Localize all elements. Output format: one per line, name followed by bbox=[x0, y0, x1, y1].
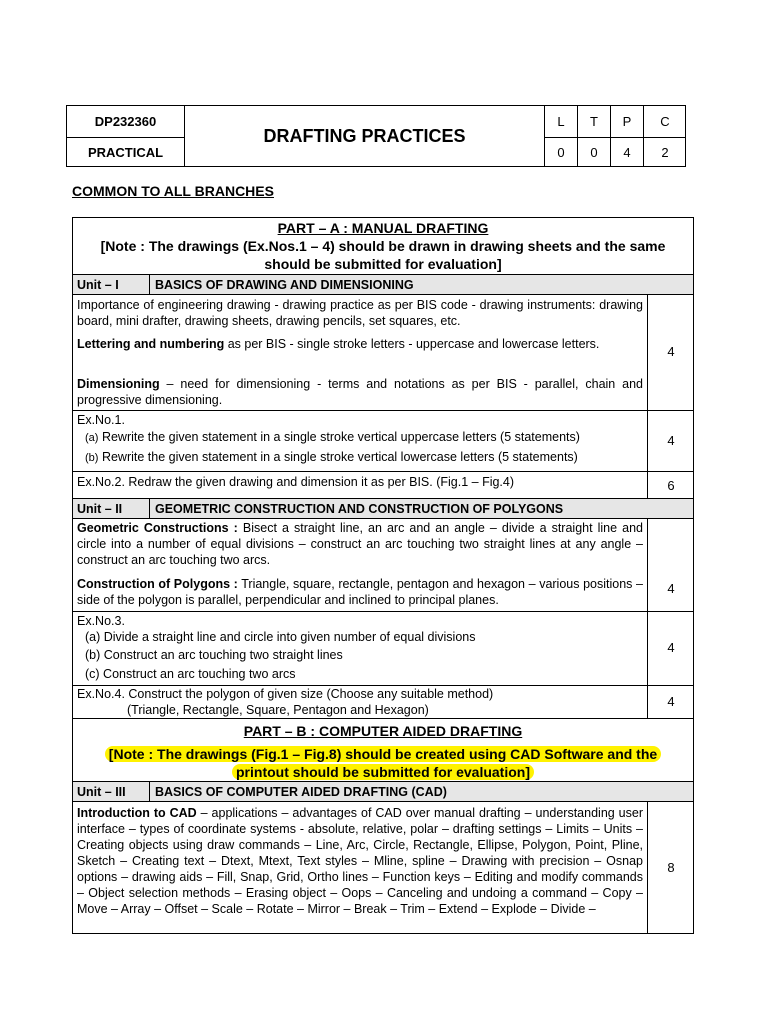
ex1-hours: 4 bbox=[667, 433, 675, 448]
unit-3-label: Unit – III bbox=[77, 785, 126, 799]
part-b-note bbox=[73, 745, 693, 781]
ex3-hours: 4 bbox=[667, 640, 675, 655]
ex2-hours: 6 bbox=[667, 478, 675, 493]
ltpc-label-t: T bbox=[590, 114, 598, 129]
ex1-b: (b) Rewrite the given statement in a single stroke vertical lowercase letters (5 statements) bbox=[85, 450, 578, 464]
ex3-title: Ex.No.3. bbox=[77, 614, 125, 628]
ex3-b: (b) Construct an arc touching two straight lines bbox=[85, 648, 343, 662]
unit-2-hours: 4 bbox=[667, 581, 675, 596]
course-code: DP232360 bbox=[94, 114, 157, 129]
ex4-hours: 4 bbox=[667, 694, 675, 709]
ex3-c: (c) Construct an arc touching two arcs bbox=[85, 667, 296, 681]
ltpc-value-p: 4 bbox=[623, 144, 631, 160]
unit-2-polygons: Construction of Polygons : Triangle, square, rectangle, pentagon and hexagon – various positions – side of the polygon is parallel, perpendicular and inclined to principal planes. bbox=[77, 577, 643, 607]
common-heading: COMMON TO ALL BRANCHES bbox=[72, 183, 274, 199]
unit-1-intro: Importance of engineering drawing - drawing practice as per BIS code - drawing instruments: drawing board, mini drafter, drawing sheets, drawing pencils, set squares, etc. bbox=[77, 298, 643, 328]
ltpc-label-l: L bbox=[557, 114, 565, 129]
syllabus-table bbox=[72, 217, 694, 934]
ex1-title: Ex.No.1. bbox=[77, 413, 125, 427]
ex4-line2: (Triangle, Rectangle, Square, Pentagon and Hexagon) bbox=[127, 703, 429, 717]
ex2-text: Ex.No.2. Redraw the given drawing and dimension it as per BIS. (Fig.1 – Fig.4) bbox=[77, 475, 515, 489]
part-b-note-line2: printout should be submitted for evaluation] bbox=[232, 764, 534, 780]
ltpc-label-p: P bbox=[622, 114, 632, 129]
unit-2-geometric: Geometric Constructions : Bisect a straight line, an arc and an angle – divide a straight line and circle into a number of equal divisions – construct an arc touching two straight lines at any angle – construct an arc touching two arcs. bbox=[77, 521, 643, 567]
course-title: DRAFTING PRACTICES bbox=[263, 125, 466, 146]
part-b-note-line1: [Note : The drawings (Fig.1 – Fig.8) should be created using CAD Software and the bbox=[105, 746, 661, 762]
unit-1-lettering: Lettering and numbering as per BIS - single stroke letters - uppercase and lowercase letters. bbox=[77, 337, 600, 351]
unit-3-hours: 8 bbox=[667, 860, 675, 875]
part-a-title: PART – A : MANUAL DRAFTING bbox=[277, 220, 489, 236]
ltpc-value-l: 0 bbox=[557, 144, 565, 160]
unit-1-hours: 4 bbox=[667, 344, 675, 359]
course-type: PRACTICAL bbox=[87, 144, 164, 160]
unit-1-label: Unit – I bbox=[77, 278, 119, 292]
ex3-a: (a) Divide a straight line and circle into given number of equal divisions bbox=[85, 630, 476, 644]
part-a-note: [Note : The drawings (Ex.Nos.1 – 4) should be drawn in drawing sheets and the same should be submitted for evaluation] bbox=[100, 238, 666, 272]
ex4-line1: Ex.No.4. Construct the polygon of given size (Choose any suitable method) bbox=[77, 687, 494, 701]
ltpc-value-t: 0 bbox=[590, 144, 598, 160]
part-b-title: PART – B : COMPUTER AIDED DRAFTING bbox=[243, 723, 523, 739]
unit-3-intro: Introduction to CAD – applications – advantages of CAD over manual drafting – understanding user interface – types of coordinate systems - absolute, relative, polar – drafting settings – Limits – Units – Creating objects using draw commands – Line, Arc, Circle, Rectangle, Ellipse, Polygon, Point, Pline, Sketch – Creating text – Dtext, Mtext, Text styles – Mline, spline – Drawing with precision – Osnap options – drawing aids – Fill, Snap, Grid, Ortho lines – Function keys – Editing and modify commands – Object selection methods – Erasing object – Oops – Canceling and undoing a command – Copy – Move – Array – Offset – Scale – Rotate – Mirror – Break – Trim – Extend – Explode – Divide – bbox=[77, 806, 643, 916]
ltpc-label-c: C bbox=[660, 114, 670, 129]
ltpc-value-c: 2 bbox=[661, 144, 669, 160]
unit-1-dimensioning: Dimensioning – need for dimensioning - terms and notations as per BIS - parallel, chain and progressive dimensioning. bbox=[77, 377, 643, 407]
unit-1-title: BASICS OF DRAWING AND DIMENSIONING bbox=[155, 278, 414, 292]
unit-2-title: GEOMETRIC CONSTRUCTION AND CONSTRUCTION OF POLYGONS bbox=[155, 502, 564, 516]
course-header-table bbox=[66, 105, 686, 167]
ex1-a: (a) Rewrite the given statement in a single stroke vertical uppercase letters (5 statements) bbox=[85, 430, 580, 444]
unit-3-title: BASICS OF COMPUTER AIDED DRAFTING (CAD) bbox=[155, 785, 447, 799]
unit-2-label: Unit – II bbox=[77, 502, 123, 516]
